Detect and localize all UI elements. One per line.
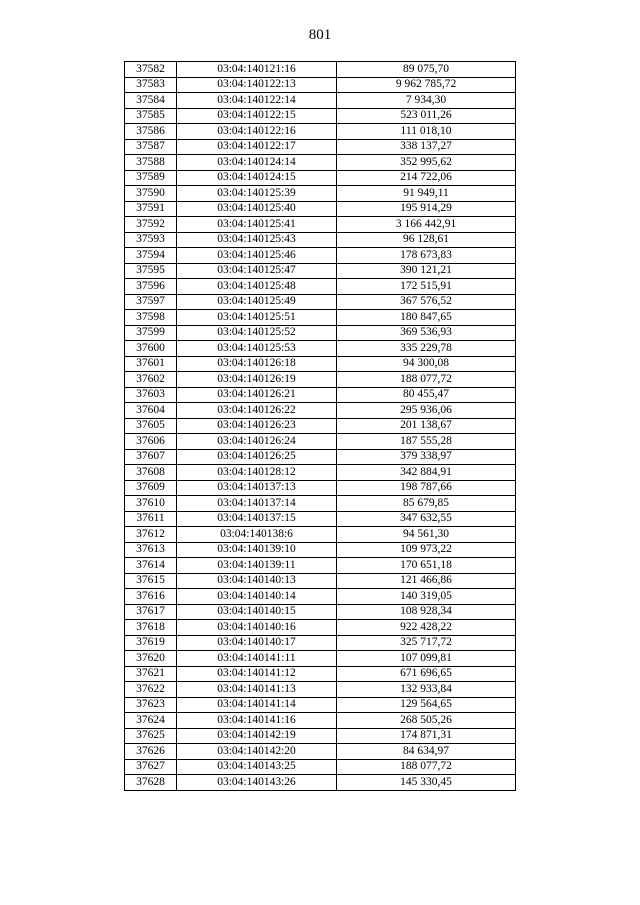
table-row [125,62,516,78]
cadastral-number-cell: 03:04:140125:53 [177,341,337,357]
row-number-cell: 37613 [125,542,177,558]
cadastral-number-cell: 03:04:140137:14 [177,496,337,512]
row-number-cell: 37608 [125,465,177,481]
row-number-cell: 37596 [125,279,177,295]
cadastral-value-cell: 111 018,10 [337,124,516,140]
table-row [125,434,516,450]
table-body [125,62,516,791]
cadastral-number-cell: 03:04:140143:26 [177,775,337,791]
cadastral-value-cell: 390 121,21 [337,263,516,279]
cadastral-value-cell: 129 564,65 [337,697,516,713]
cadastral-number-cell: 03:04:140139:10 [177,542,337,558]
cadastral-number-cell: 03:04:140125:48 [177,279,337,295]
table-row [125,124,516,140]
table-row [125,418,516,434]
table-row [125,465,516,481]
cadastral-value-cell: 140 319,05 [337,589,516,605]
cadastral-value-table [124,61,516,791]
row-number-cell: 37618 [125,620,177,636]
cadastral-number-cell: 03:04:140122:16 [177,124,337,140]
row-number-cell: 37605 [125,418,177,434]
cadastral-number-cell: 03:04:140126:22 [177,403,337,419]
table-row [125,542,516,558]
cadastral-value-cell: 214 722,06 [337,170,516,186]
cadastral-value-cell: 922 428,22 [337,620,516,636]
table-row [125,728,516,744]
cadastral-value-cell: 109 973,22 [337,542,516,558]
table-row [125,666,516,682]
row-number-cell: 37603 [125,387,177,403]
cadastral-number-cell: 03:04:140121:16 [177,62,337,78]
row-number-cell: 37601 [125,356,177,372]
row-number-cell: 37621 [125,666,177,682]
table-row [125,93,516,109]
table-row [125,294,516,310]
cadastral-number-cell: 03:04:140122:14 [177,93,337,109]
table-row [125,713,516,729]
cadastral-number-cell: 03:04:140122:17 [177,139,337,155]
table-row [125,279,516,295]
cadastral-number-cell: 03:04:140140:13 [177,573,337,589]
cadastral-number-cell: 03:04:140141:13 [177,682,337,698]
row-number-cell: 37598 [125,310,177,326]
row-number-cell: 37604 [125,403,177,419]
cadastral-value-cell: 94 300,08 [337,356,516,372]
cadastral-value-cell: 132 933,84 [337,682,516,698]
table-row [125,620,516,636]
cadastral-value-cell: 9 962 785,72 [337,77,516,93]
cadastral-number-cell: 03:04:140126:21 [177,387,337,403]
cadastral-value-cell: 170 651,18 [337,558,516,574]
cadastral-value-cell: 178 673,83 [337,248,516,264]
page-number: 801 [308,27,332,43]
cadastral-number-cell: 03:04:140138:6 [177,527,337,543]
row-number-cell: 37593 [125,232,177,248]
cadastral-value-cell: 198 787,66 [337,480,516,496]
row-number-cell: 37628 [125,775,177,791]
cadastral-number-cell: 03:04:140125:47 [177,263,337,279]
table-row [125,310,516,326]
cadastral-number-cell: 03:04:140143:25 [177,759,337,775]
cadastral-number-cell: 03:04:140141:16 [177,713,337,729]
cadastral-value-cell: 7 934,30 [337,93,516,109]
cadastral-number-cell: 03:04:140126:24 [177,434,337,450]
cadastral-value-cell: 379 338,97 [337,449,516,465]
table-row [125,139,516,155]
row-number-cell: 37615 [125,573,177,589]
cadastral-value-cell: 369 536,93 [337,325,516,341]
cadastral-value-cell: 84 634,97 [337,744,516,760]
cadastral-number-cell: 03:04:140125:46 [177,248,337,264]
cadastral-number-cell: 03:04:140139:11 [177,558,337,574]
cadastral-number-cell: 03:04:140128:12 [177,465,337,481]
cadastral-number-cell: 03:04:140124:14 [177,155,337,171]
cadastral-number-cell: 03:04:140122:15 [177,108,337,124]
cadastral-value-cell: 195 914,29 [337,201,516,217]
row-number-cell: 37616 [125,589,177,605]
cadastral-value-cell: 91 949,11 [337,186,516,202]
table-row [125,759,516,775]
table-row [125,217,516,233]
row-number-cell: 37622 [125,682,177,698]
row-number-cell: 37624 [125,713,177,729]
cadastral-value-cell: 268 505,26 [337,713,516,729]
row-number-cell: 37606 [125,434,177,450]
row-number-cell: 37626 [125,744,177,760]
cadastral-value-cell: 121 466,86 [337,573,516,589]
table-row [125,387,516,403]
row-number-cell: 37585 [125,108,177,124]
cadastral-value-cell: 523 011,26 [337,108,516,124]
cadastral-number-cell: 03:04:140125:51 [177,310,337,326]
table-row [125,186,516,202]
table-row [125,589,516,605]
table-row [125,170,516,186]
table-row [125,775,516,791]
cadastral-value-cell: 89 075,70 [337,62,516,78]
cadastral-number-cell: 03:04:140141:14 [177,697,337,713]
cadastral-value-cell: 174 871,31 [337,728,516,744]
table-row [125,232,516,248]
table-row [125,356,516,372]
cadastral-number-cell: 03:04:140137:13 [177,480,337,496]
cadastral-value-cell: 172 515,91 [337,279,516,295]
cadastral-value-cell: 187 555,28 [337,434,516,450]
row-number-cell: 37589 [125,170,177,186]
cadastral-value-cell: 108 928,34 [337,604,516,620]
row-number-cell: 37584 [125,93,177,109]
cadastral-number-cell: 03:04:140140:14 [177,589,337,605]
row-number-cell: 37595 [125,263,177,279]
table-row [125,372,516,388]
cadastral-number-cell: 03:04:140125:52 [177,325,337,341]
row-number-cell: 37587 [125,139,177,155]
table-row [125,480,516,496]
row-number-cell: 37586 [125,124,177,140]
cadastral-value-cell: 295 936,06 [337,403,516,419]
table-row [125,108,516,124]
table-row [125,511,516,527]
row-number-cell: 37609 [125,480,177,496]
cadastral-number-cell: 03:04:140125:39 [177,186,337,202]
cadastral-number-cell: 03:04:140122:13 [177,77,337,93]
cadastral-value-cell: 201 138,67 [337,418,516,434]
row-number-cell: 37597 [125,294,177,310]
cadastral-number-cell: 03:04:140126:23 [177,418,337,434]
cadastral-value-cell: 180 847,65 [337,310,516,326]
cadastral-value-cell: 80 455,47 [337,387,516,403]
row-number-cell: 37594 [125,248,177,264]
cadastral-number-cell: 03:04:140141:11 [177,651,337,667]
table-row [125,744,516,760]
cadastral-number-cell: 03:04:140137:15 [177,511,337,527]
table-row [125,496,516,512]
cadastral-number-cell: 03:04:140140:15 [177,604,337,620]
cadastral-number-cell: 03:04:140126:25 [177,449,337,465]
table-row [125,77,516,93]
cadastral-number-cell: 03:04:140126:18 [177,356,337,372]
row-number-cell: 37588 [125,155,177,171]
row-number-cell: 37619 [125,635,177,651]
cadastral-value-cell: 85 679,85 [337,496,516,512]
row-number-cell: 37582 [125,62,177,78]
table-row [125,573,516,589]
row-number-cell: 37600 [125,341,177,357]
cadastral-value-cell: 338 137,27 [337,139,516,155]
cadastral-value-cell: 342 884,91 [337,465,516,481]
row-number-cell: 37592 [125,217,177,233]
table-row [125,682,516,698]
row-number-cell: 37614 [125,558,177,574]
cadastral-number-cell: 03:04:140140:16 [177,620,337,636]
cadastral-value-cell: 188 077,72 [337,759,516,775]
row-number-cell: 37612 [125,527,177,543]
cadastral-value-cell: 145 330,45 [337,775,516,791]
cadastral-value-cell: 367 576,52 [337,294,516,310]
cadastral-value-cell: 347 632,55 [337,511,516,527]
table-row [125,201,516,217]
cadastral-value-cell: 94 561,30 [337,527,516,543]
cadastral-number-cell: 03:04:140125:40 [177,201,337,217]
cadastral-value-cell: 107 099,81 [337,651,516,667]
cadastral-value-cell: 325 717,72 [337,635,516,651]
row-number-cell: 37591 [125,201,177,217]
table-row [125,341,516,357]
cadastral-value-cell: 671 696,65 [337,666,516,682]
row-number-cell: 37611 [125,511,177,527]
table-row [125,263,516,279]
table-row [125,527,516,543]
table-row [125,604,516,620]
cadastral-number-cell: 03:04:140124:15 [177,170,337,186]
table-row [125,449,516,465]
table-row [125,325,516,341]
cadastral-number-cell: 03:04:140125:49 [177,294,337,310]
cadastral-number-cell: 03:04:140142:19 [177,728,337,744]
table-row [125,697,516,713]
cadastral-number-cell: 03:04:140125:41 [177,217,337,233]
row-number-cell: 37610 [125,496,177,512]
row-number-cell: 37617 [125,604,177,620]
cadastral-value-cell: 3 166 442,91 [337,217,516,233]
cadastral-number-cell: 03:04:140142:20 [177,744,337,760]
table-row [125,155,516,171]
row-number-cell: 37607 [125,449,177,465]
row-number-cell: 37583 [125,77,177,93]
table-row [125,248,516,264]
table-row [125,403,516,419]
row-number-cell: 37623 [125,697,177,713]
row-number-cell: 37599 [125,325,177,341]
cadastral-number-cell: 03:04:140141:12 [177,666,337,682]
table-row [125,651,516,667]
cadastral-number-cell: 03:04:140126:19 [177,372,337,388]
row-number-cell: 37625 [125,728,177,744]
row-number-cell: 37620 [125,651,177,667]
row-number-cell: 37627 [125,759,177,775]
table-row [125,635,516,651]
row-number-cell: 37602 [125,372,177,388]
cadastral-value-cell: 335 229,78 [337,341,516,357]
cadastral-value-cell: 188 077,72 [337,372,516,388]
cadastral-number-cell: 03:04:140125:43 [177,232,337,248]
table-row [125,558,516,574]
cadastral-value-cell: 352 995,62 [337,155,516,171]
cadastral-value-cell: 96 128,61 [337,232,516,248]
cadastral-number-cell: 03:04:140140:17 [177,635,337,651]
row-number-cell: 37590 [125,186,177,202]
